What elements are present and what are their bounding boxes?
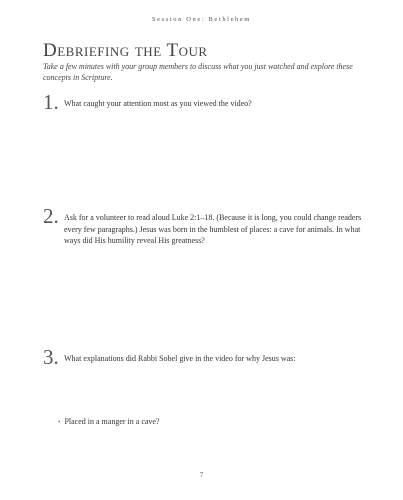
question-text: What caught your attention most as you viewed the video? bbox=[64, 99, 252, 108]
section-title: Debriefing the Tour bbox=[43, 40, 208, 61]
running-header: Session One: Bethlehem bbox=[151, 16, 252, 23]
bullet-item bbox=[58, 417, 160, 426]
question-number: 3. bbox=[43, 345, 59, 369]
question-text: Ask for a volunteer to read aloud Luke 2:1–18. (Because it is long, you could change readers every few paragraphs.) Jesus was born in the humblest of places: a cave for animals. In what ways did His humility reveal His greatness? bbox=[64, 213, 362, 245]
section-intro: Take a few minutes with your group members to discuss what you just watched and explore these concepts in Scripture. bbox=[43, 62, 353, 82]
bullet-text: Placed in a manger in a cave? bbox=[64, 417, 160, 426]
question-number: 1. bbox=[43, 90, 59, 114]
bullet-marker: • bbox=[58, 418, 61, 426]
page-number: 7 bbox=[199, 471, 204, 479]
question-number: 2. bbox=[43, 204, 59, 228]
question-text: What explanations did Rabbi Sobel give in the video for why Jesus was: bbox=[64, 354, 296, 363]
